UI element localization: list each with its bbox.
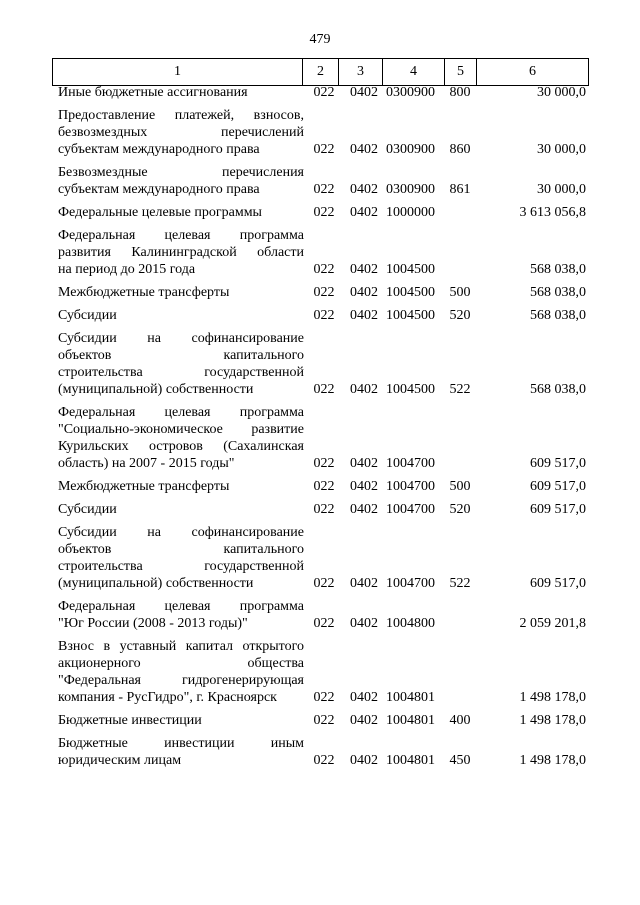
row-target-article: 1004500 [386,285,435,300]
row-description-line: (муниципальной) собственности [58,382,254,397]
row-expense-type: 522 [449,576,471,591]
column-header-4: 4 [383,59,445,86]
row-section-code: 0402 [350,456,378,471]
row-admin-code: 022 [313,85,335,100]
row-section-code: 0402 [350,285,378,300]
row-admin-code: 022 [313,262,335,277]
row-section-code: 0402 [350,713,378,728]
row-amount: 609 517,0 [530,479,586,494]
row-admin-code: 022 [313,182,335,197]
row-description-line: (муниципальной) собственности [58,576,254,591]
row-expense-type: 500 [449,479,471,494]
table-row [0,307,640,324]
row-description-line: Субсидии на софинансирование [58,331,304,346]
row-expense-type: 500 [449,285,471,300]
row-description-line: Бюджетные инвестиции иным [58,736,304,751]
column-header-row [53,59,589,86]
row-values [0,141,640,158]
row-values [0,575,640,592]
row-section-code: 0402 [350,690,378,705]
row-amount: 1 498 178,0 [519,713,586,728]
row-expense-type: 800 [449,85,471,100]
row-values [0,204,640,221]
row-section-code: 0402 [350,85,378,100]
row-description-line: юридическим лицам [58,753,182,768]
row-amount: 568 038,0 [530,308,586,323]
row-values [0,752,640,769]
column-header-1: 1 [53,59,303,86]
row-target-article: 0300900 [386,85,435,100]
row-expense-type: 450 [449,753,471,768]
row-target-article: 1004700 [386,456,435,471]
row-section-code: 0402 [350,142,378,157]
row-admin-code: 022 [313,308,335,323]
row-section-code: 0402 [350,616,378,631]
row-section-code: 0402 [350,382,378,397]
row-description-line: область) на 2007 - 2015 годы" [58,456,235,471]
row-amount: 568 038,0 [530,262,586,277]
row-target-article: 0300900 [386,182,435,197]
row-description-line: Курильских островов (Сахалинская [58,439,304,454]
table-row [0,501,640,518]
row-description-line: безвозмездных перечислений [58,125,304,140]
column-header-2: 2 [303,59,339,86]
row-values [0,307,640,324]
row-description-line: "Социально-экономическое развитие [58,422,304,437]
row-admin-code: 022 [313,616,335,631]
row-target-article: 1004500 [386,308,435,323]
row-amount: 2 059 201,8 [519,616,586,631]
row-description-line: компания - РусГидро", г. Красноярск [58,690,277,705]
row-target-article: 1004700 [386,479,435,494]
row-expense-type: 522 [449,382,471,397]
row-expense-type: 520 [449,308,471,323]
row-expense-type: 520 [449,502,471,517]
row-description-line: Федеральная целевая программа [58,228,304,243]
row-admin-code: 022 [313,142,335,157]
row-expense-type: 861 [449,182,471,197]
row-amount: 1 498 178,0 [519,690,586,705]
row-description-line: Субсидии [58,308,117,323]
row-admin-code: 022 [313,690,335,705]
row-admin-code: 022 [313,502,335,517]
table-row [0,204,640,221]
row-description-line: Безвозмездные перечисления [58,165,304,180]
row-description-line: субъектам международного права [58,142,260,157]
row-description-line: объектов капитального [58,542,304,557]
row-admin-code: 022 [313,479,335,494]
row-section-code: 0402 [350,205,378,220]
row-amount: 1 498 178,0 [519,753,586,768]
table-row [0,107,640,158]
row-values [0,712,640,729]
row-description-line: Межбюджетные трансферты [58,285,230,300]
table-row [0,84,640,101]
row-description-line: субъектам международного права [58,182,260,197]
row-admin-code: 022 [313,285,335,300]
row-description-line: Субсидии [58,502,117,517]
row-amount: 609 517,0 [530,502,586,517]
row-amount: 3 613 056,8 [519,205,586,220]
row-expense-type: 400 [449,713,471,728]
row-target-article: 1000000 [386,205,435,220]
row-values [0,181,640,198]
row-description-line: Субсидии на софинансирование [58,525,304,540]
row-target-article: 1004500 [386,262,435,277]
column-header-3: 3 [339,59,383,86]
row-values [0,501,640,518]
row-section-code: 0402 [350,479,378,494]
table-row [0,524,640,592]
row-amount: 568 038,0 [530,382,586,397]
table-row [0,164,640,198]
row-description-line: строительства государственной [58,365,304,380]
row-description-line: "Федеральная гидрогенерирующая [58,673,304,688]
row-description-line: "Юг России (2008 - 2013 годы)" [58,616,248,631]
row-admin-code: 022 [313,753,335,768]
row-admin-code: 022 [313,576,335,591]
row-description-line: Межбюджетные трансферты [58,479,230,494]
row-values [0,455,640,472]
row-section-code: 0402 [350,753,378,768]
page-number: 479 [309,32,331,47]
row-admin-code: 022 [313,456,335,471]
budget-table-body [0,84,640,775]
row-section-code: 0402 [350,502,378,517]
table-row [0,330,640,398]
row-section-code: 0402 [350,262,378,277]
column-header-5: 5 [445,59,477,86]
row-description-line: развития Калининградской области [58,245,304,260]
row-amount: 568 038,0 [530,285,586,300]
row-target-article: 0300900 [386,142,435,157]
row-description-line: акционерного общества [58,656,304,671]
column-header-table [52,58,589,86]
row-amount: 609 517,0 [530,456,586,471]
row-values [0,84,640,101]
row-description-line: Бюджетные инвестиции [58,713,202,728]
row-description-line: Взнос в уставный капитал открытого [58,639,304,654]
row-description-line: Предоставление платежей, взносов, [58,108,304,123]
table-row [0,404,640,472]
row-target-article: 1004700 [386,502,435,517]
row-description-line: Федеральные целевые программы [58,205,262,220]
row-values [0,261,640,278]
row-amount: 30 000,0 [537,182,586,197]
column-header-6: 6 [477,59,589,86]
row-section-code: 0402 [350,182,378,197]
row-values [0,381,640,398]
row-target-article: 1004800 [386,616,435,631]
row-section-code: 0402 [350,308,378,323]
table-row [0,478,640,495]
table-row [0,638,640,706]
table-row [0,735,640,769]
table-row [0,712,640,729]
row-description-line: строительства государственной [58,559,304,574]
row-target-article: 1004500 [386,382,435,397]
row-target-article: 1004801 [386,690,435,705]
row-description-line: объектов капитального [58,348,304,363]
row-description-line: Федеральная целевая программа [58,405,304,420]
row-target-article: 1004801 [386,753,435,768]
row-values [0,478,640,495]
row-description-line: Иные бюджетные ассигнования [58,85,248,100]
row-amount: 609 517,0 [530,576,586,591]
row-admin-code: 022 [313,382,335,397]
row-values [0,615,640,632]
row-description-line: на период до 2015 года [58,262,196,277]
row-values [0,689,640,706]
row-admin-code: 022 [313,205,335,220]
table-row [0,598,640,632]
row-amount: 30 000,0 [537,85,586,100]
row-target-article: 1004801 [386,713,435,728]
row-admin-code: 022 [313,713,335,728]
table-row [0,284,640,301]
row-target-article: 1004700 [386,576,435,591]
table-row [0,227,640,278]
row-values [0,284,640,301]
row-section-code: 0402 [350,576,378,591]
row-amount: 30 000,0 [537,142,586,157]
row-expense-type: 860 [449,142,471,157]
row-description-line: Федеральная целевая программа [58,599,304,614]
